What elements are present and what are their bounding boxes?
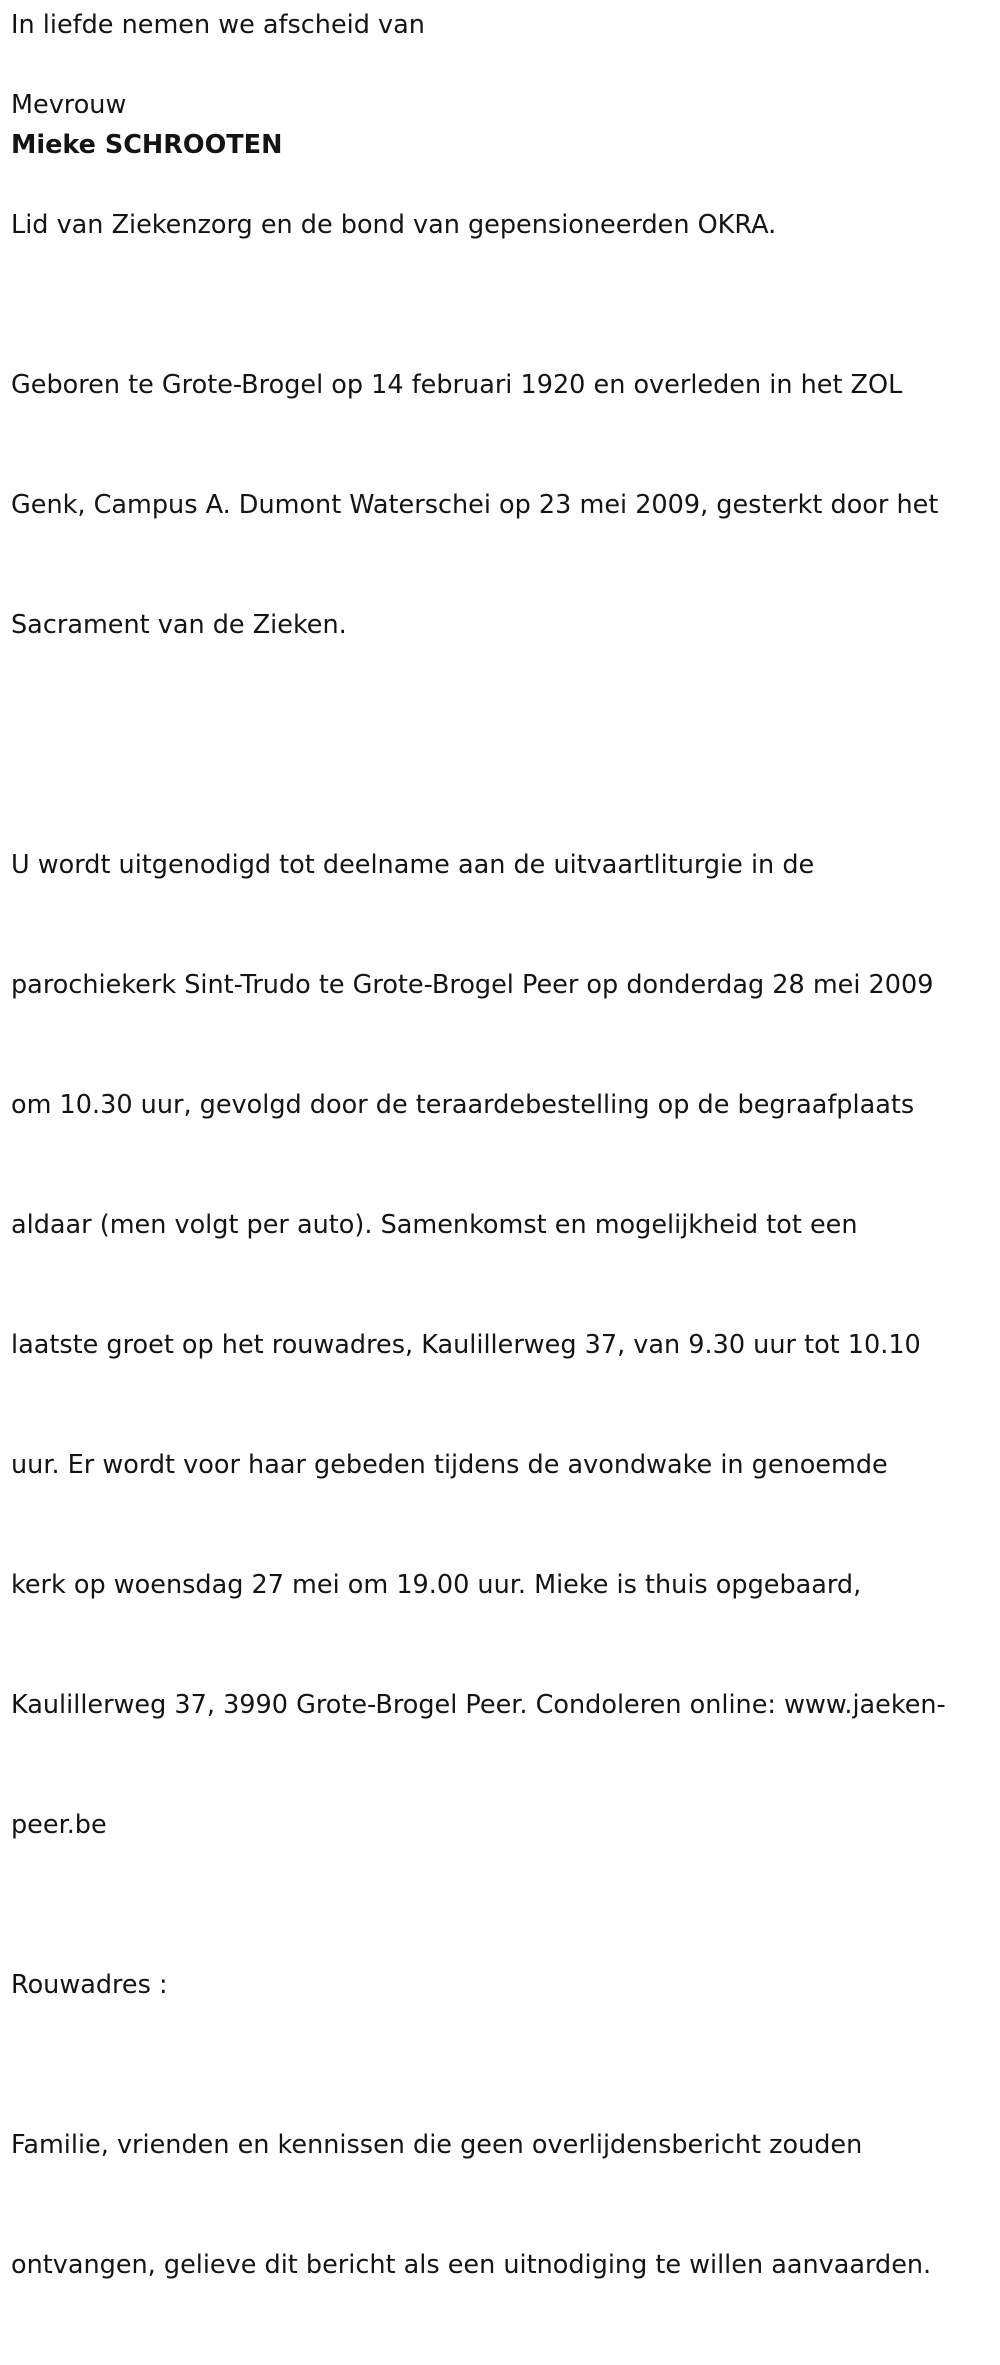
birth-death-line: Genk, Campus A. Dumont Waterschei op 23 mei 2009, gesterkt door het [11, 490, 939, 520]
spacer [11, 1925, 995, 1965]
spacer [11, 2005, 995, 2045]
invitation-line: aldaar (men volgt per auto). Samenkomst en mogelijkheid tot een [11, 1210, 858, 1240]
invitation-line: uur. Er wordt voor haar gebeden tijdens de avondwake in genoemde [11, 1450, 888, 1480]
spacer [11, 45, 995, 85]
closing-line: Familie, vrienden en kennissen die geen overlijdensbericht zouden [11, 2130, 863, 2160]
birth-death-paragraph [11, 285, 995, 725]
birth-death-line: Geboren te Grote-Brogel op 14 februari 1920 en overleden in het ZOL [11, 370, 903, 400]
spacer [11, 245, 995, 285]
salutation: Mevrouw [11, 90, 127, 120]
intro-text: In liefde nemen we afscheid van [11, 10, 425, 40]
deceased-name: Mieke SCHROOTEN [11, 130, 283, 160]
invitation-line: kerk op woensdag 27 mei om 19.00 uur. Mieke is thuis opgebaard, [11, 1570, 862, 1600]
birth-death-line: Sacrament van de Zieken. [11, 610, 347, 640]
mourning-address-label: Rouwadres : [11, 1970, 168, 2000]
invitation-line: laatste groet op het rouwadres, Kaulillerweg 37, van 9.30 uur tot 10.10 [11, 1330, 921, 1360]
membership-text: Lid van Ziekenzorg en de bond van gepensioneerden OKRA. [11, 210, 777, 240]
invitation-line: parochiekerk Sint-Trudo te Grote-Brogel Peer op donderdag 28 mei 2009 [11, 970, 934, 1000]
obituary-document [11, 5, 995, 2365]
closing-line: ontvangen, gelieve dit bericht als een uitnodiging te willen aanvaarden. [11, 2250, 932, 2280]
invitation-paragraph [11, 765, 995, 1925]
invitation-line: peer.be [11, 1810, 107, 1840]
invitation-line: U wordt uitgenodigd tot deelname aan de uitvaartliturgie in de [11, 850, 815, 880]
invitation-line: om 10.30 uur, gevolgd door de teraardebestelling op de begraafplaats [11, 1090, 915, 1120]
closing-paragraph [11, 2045, 995, 2365]
spacer [11, 165, 995, 205]
invitation-line: Kaulillerweg 37, 3990 Grote-Brogel Peer. Condoleren online: www.jaeken- [11, 1690, 946, 1720]
spacer [11, 725, 995, 765]
